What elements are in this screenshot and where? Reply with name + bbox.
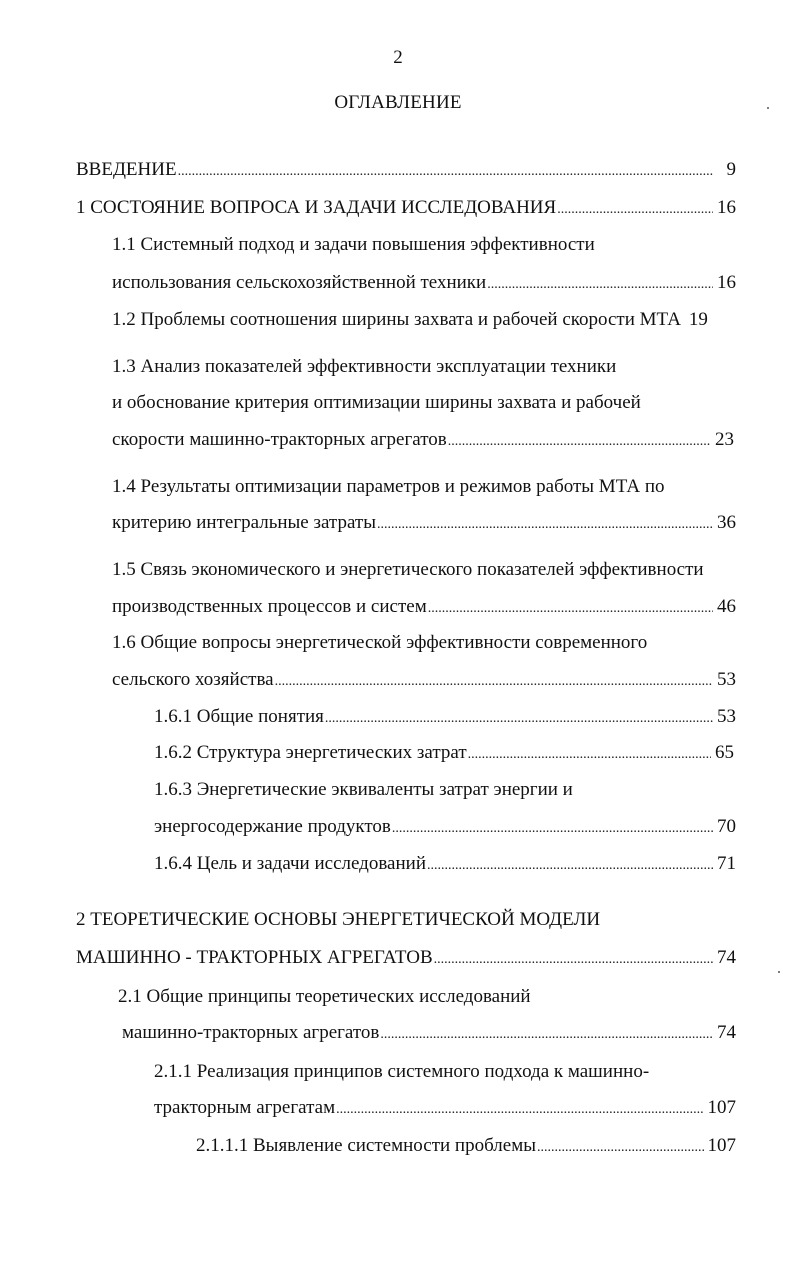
toc-entry-1-4-line1[interactable] <box>112 475 665 499</box>
toc-entry-text: 2 ТЕОРЕТИЧЕСКИЕ ОСНОВЫ ЭНЕРГЕТИЧЕСКОЙ МОДЕЛИ <box>76 909 601 930</box>
toc-page-number: 23 <box>715 429 734 450</box>
toc-entry-text: энергосодержание продуктов <box>154 816 391 837</box>
toc-entry-text: 1 СОСТОЯНИЕ ВОПРОСА И ЗАДАЧИ ИССЛЕДОВАНИЯ <box>76 197 557 218</box>
toc-page-number: 65 <box>715 742 734 763</box>
leader-dots <box>325 707 713 731</box>
leader-dots <box>428 597 713 621</box>
toc-entry-1-3-line1[interactable] <box>112 355 616 379</box>
leader-dots <box>434 948 713 972</box>
leader-dots <box>178 160 714 184</box>
toc-page-number: 74 <box>717 1022 736 1043</box>
toc-entry-text: тракторным агрегатам <box>154 1097 336 1118</box>
toc-page-number: 9 <box>726 159 736 180</box>
toc-entry-2-1-1-1[interactable] <box>196 1134 736 1158</box>
toc-entry-1-3[interactable] <box>112 428 734 452</box>
leader-dots <box>336 1098 703 1122</box>
scan-speck <box>767 107 769 109</box>
toc-entry-1-6-3-line1[interactable] <box>154 778 573 802</box>
toc-page-number: 46 <box>717 596 736 617</box>
toc-entry-text: 1.6.1 Общие понятия <box>154 706 324 727</box>
toc-entry-text: 1.1 Системный подход и задачи повышения эффективности <box>112 234 595 255</box>
toc-entry-text: 2.1.1.1 Выявление системности проблемы <box>196 1135 536 1156</box>
toc-entry-1-6-1[interactable] <box>154 705 736 729</box>
toc-entry-text: 2.1.1 Реализация принципов системного подхода к машинно- <box>154 1061 650 1082</box>
toc-entry-text: 1.5 Связь экономического и энергетического показателей эффективности <box>112 559 704 580</box>
scan-speck <box>778 971 780 973</box>
toc-entry-text: сельского хозяйства <box>112 669 274 690</box>
toc-entry-text: 1.3 Анализ показателей эффективности эксплуатации техники <box>112 356 617 377</box>
toc-entry-text: ВВЕДЕНИЕ <box>76 159 177 180</box>
toc-entry-1-6[interactable] <box>112 668 736 692</box>
toc-entry-text: использования сельскохозяйственной техники <box>112 272 487 293</box>
leader-dots <box>557 198 713 222</box>
toc-entry-1-3-line2[interactable] <box>112 391 641 415</box>
toc-page-number: 36 <box>717 512 736 533</box>
toc-entry-text: скорости машинно-тракторных агрегатов <box>112 429 447 450</box>
toc-entry-chapter-2-line1[interactable] <box>76 908 600 932</box>
toc-page-number: 16 <box>717 197 736 218</box>
toc-entry-1-6-3[interactable] <box>154 815 736 839</box>
toc-entry-chapter-2[interactable] <box>76 946 736 970</box>
toc-entry-text: и обоснование критерия оптимизации ширины захвата и рабочей <box>112 392 641 413</box>
toc-entry-text: МАШИННО - ТРАКТОРНЫХ АГРЕГАТОВ <box>76 947 433 968</box>
toc-entry-1-5-line1[interactable] <box>112 558 704 582</box>
toc-entry-text: 1.6 Общие вопросы энергетической эффективности современного <box>112 632 648 653</box>
toc-entry-2-1-line1[interactable] <box>118 985 531 1009</box>
leader-dots <box>468 743 711 767</box>
toc-entry-1-1-line1[interactable] <box>112 233 595 257</box>
toc-entry-1-1[interactable] <box>112 271 736 295</box>
toc-entry-chapter-1[interactable] <box>76 196 736 220</box>
toc-entry-text: 1.4 Результаты оптимизации параметров и режимов работы МТА по <box>112 476 665 497</box>
toc-entry-text: 1.2 Проблемы соотношения ширины захвата и рабочей скорости МТА <box>112 309 681 330</box>
toc-entry-text: 1.6.2 Структура энергетических затрат <box>154 742 467 763</box>
toc-entry-text: 1.6.4 Цель и задачи исследований <box>154 853 426 874</box>
toc-entry-1-5[interactable] <box>112 595 736 619</box>
toc-entry-text: 1.6.3 Энергетические эквиваленты затрат энергии и <box>154 779 573 800</box>
toc-entry-2-1[interactable] <box>122 1021 736 1045</box>
toc-page-number: 107 <box>707 1135 736 1156</box>
toc-page-number: 16 <box>717 272 736 293</box>
toc-entry-1-4[interactable] <box>112 511 736 535</box>
toc-entry-text: машинно-тракторных агрегатов <box>122 1022 380 1043</box>
leader-dots <box>380 1023 713 1047</box>
leader-dots <box>427 854 713 878</box>
toc-page-number: 70 <box>717 816 736 837</box>
leader-dots <box>537 1136 704 1160</box>
toc-entry-text: производственных процессов и систем <box>112 596 427 617</box>
leader-dots <box>377 513 713 537</box>
toc-title: ОГЛАВЛЕНИЕ <box>334 92 462 113</box>
toc-page-number: 19 <box>688 309 708 330</box>
toc-entry-1-6-4[interactable] <box>154 852 736 876</box>
leader-dots <box>392 817 713 841</box>
toc-page-number: 53 <box>717 669 736 690</box>
toc-entry-2-1-1[interactable] <box>154 1096 736 1120</box>
toc-page-number: 53 <box>717 706 736 727</box>
leader-dots <box>487 273 713 297</box>
leader-dots <box>275 670 713 694</box>
toc-page-number: 71 <box>717 853 736 874</box>
toc-entry-1-6-line1[interactable] <box>112 631 647 655</box>
toc-entry-text: критерию интегральные затраты <box>112 512 376 533</box>
toc-entry-1-6-2[interactable] <box>154 741 734 765</box>
toc-entry-1-2[interactable] <box>112 308 736 332</box>
toc-page-number: 107 <box>707 1097 736 1118</box>
toc-entry-text: 2.1 Общие принципы теоретических исследований <box>118 986 531 1007</box>
toc-entry-2-1-1-line1[interactable] <box>154 1060 649 1084</box>
leader-dots <box>448 430 711 454</box>
page-number: 2 <box>393 47 403 68</box>
toc-page-number: 74 <box>717 947 736 968</box>
toc-entry-intro[interactable] <box>76 158 736 182</box>
